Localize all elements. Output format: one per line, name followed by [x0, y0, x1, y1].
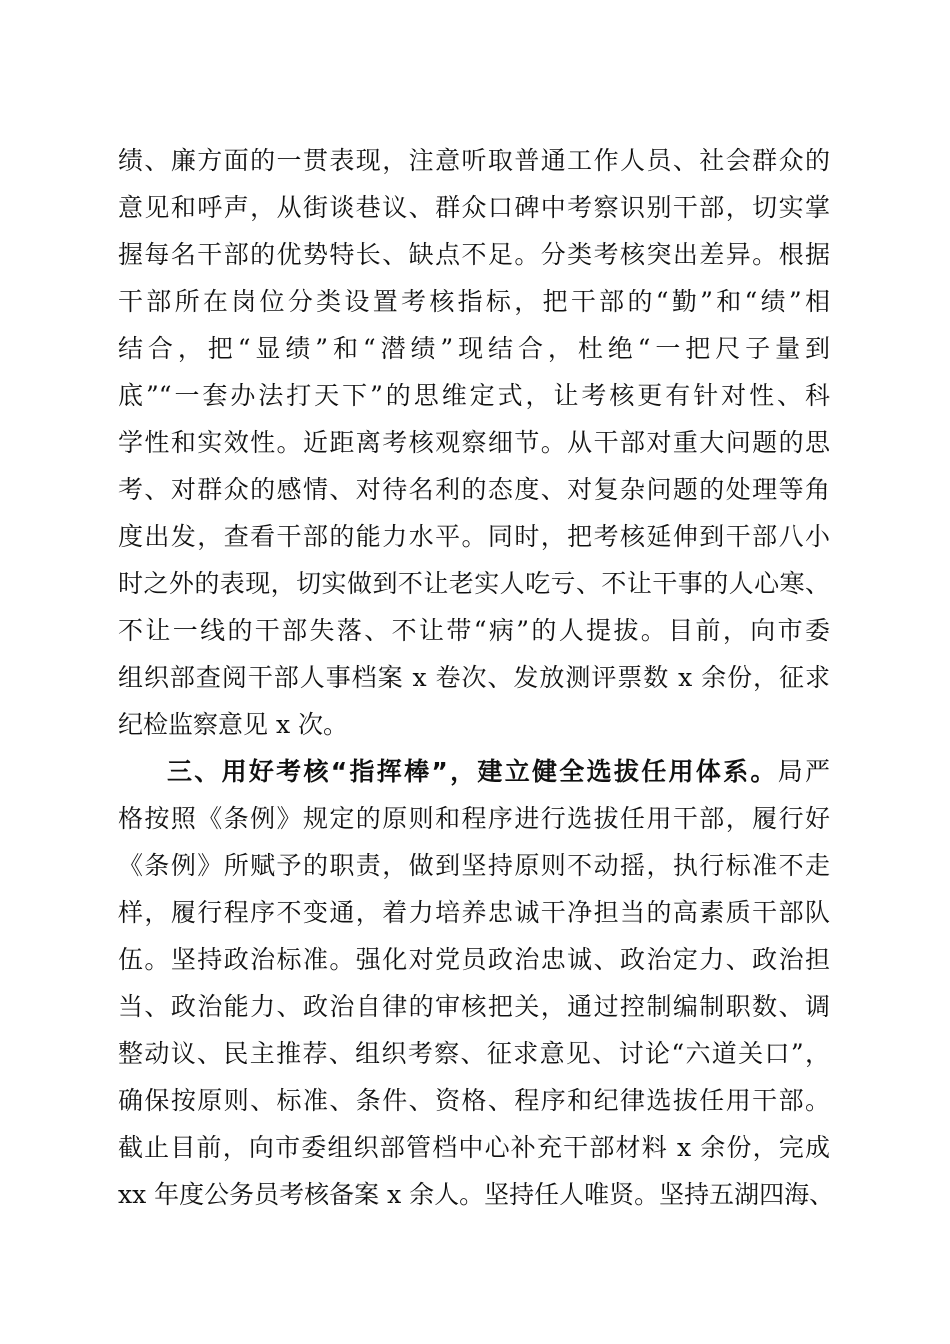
text-line: 考、对群众的感情、对待名利的态度、对复杂问题的处理等角 — [118, 475, 830, 504]
text-line: 时之外的表现，切实做到不让老实人吃亏、不让干事的人心寒、 — [118, 569, 830, 598]
text-line: 截止目前，向市委组织部管档中心补充干部材料 x 余份，完成 — [118, 1133, 830, 1162]
text-line: 握每名干部的优势特长、缺点不足。分类考核突出差异。根据 — [118, 240, 830, 269]
text-line: 《条例》所赋予的职责，做到坚持原则不动摇，执行标准不走 — [118, 851, 830, 880]
text-line: 不让一线的干部失落、不让带“病”的人提拔。目前，向市委 — [118, 616, 830, 645]
text-line: 干部所在岗位分类设置考核指标，把干部的“勤”和“绩”相 — [118, 287, 830, 316]
text-line: 格按照《条例》规定的原则和程序进行选拔任用干部，履行好 — [118, 804, 830, 833]
text-line: 组织部查阅干部人事档案 x 卷次、发放测评票数 x 余份，征求 — [118, 663, 830, 692]
section-heading-line — [167, 749, 830, 795]
text-line: 样，履行程序不变通，着力培养忠诚干净担当的高素质干部队 — [118, 898, 830, 927]
text-line: 当、政治能力、政治自律的审核把关，通过控制编制职数、调 — [118, 992, 830, 1021]
text-line: 度出发，查看干部的能力水平。同时，把考核延伸到干部八小 — [118, 522, 830, 551]
section-heading: 三、用好考核“指挥棒”，建立健全选拔任用体系。 — [167, 757, 778, 786]
text-line: 整动议、民主推荐、组织考察、征求意见、讨论“六道关口”， — [118, 1039, 830, 1068]
text-line: 意见和呼声，从街谈巷议、群众口碑中考察识别干部，切实掌 — [118, 193, 830, 222]
text-line: 纪检监察意见 x 次。 — [118, 710, 348, 739]
text-line: 确保按原则、标准、条件、资格、程序和纪律选拔任用干部。 — [118, 1086, 830, 1115]
text-line: 伍。坚持政治标准。强化对党员政治忠诚、政治定力、政治担 — [118, 945, 830, 974]
text-line: 学性和实效性。近距离考核观察细节。从干部对重大问题的思 — [118, 428, 830, 457]
text-line: 底”“一套办法打天下”的思维定式，让考核更有针对性、科 — [118, 381, 830, 410]
text-line: 绩、廉方面的一贯表现，注意听取普通工作人员、社会群众的 — [118, 146, 830, 175]
text-line: 结合，把“显绩”和“潜绩”现结合，杜绝“一把尺子量到 — [118, 334, 830, 363]
text-line: xx 年度公务员考核备案 x 余人。坚持任人唯贤。坚持五湖四海、 — [118, 1180, 835, 1209]
heading-line-text: 局严 — [777, 757, 830, 786]
